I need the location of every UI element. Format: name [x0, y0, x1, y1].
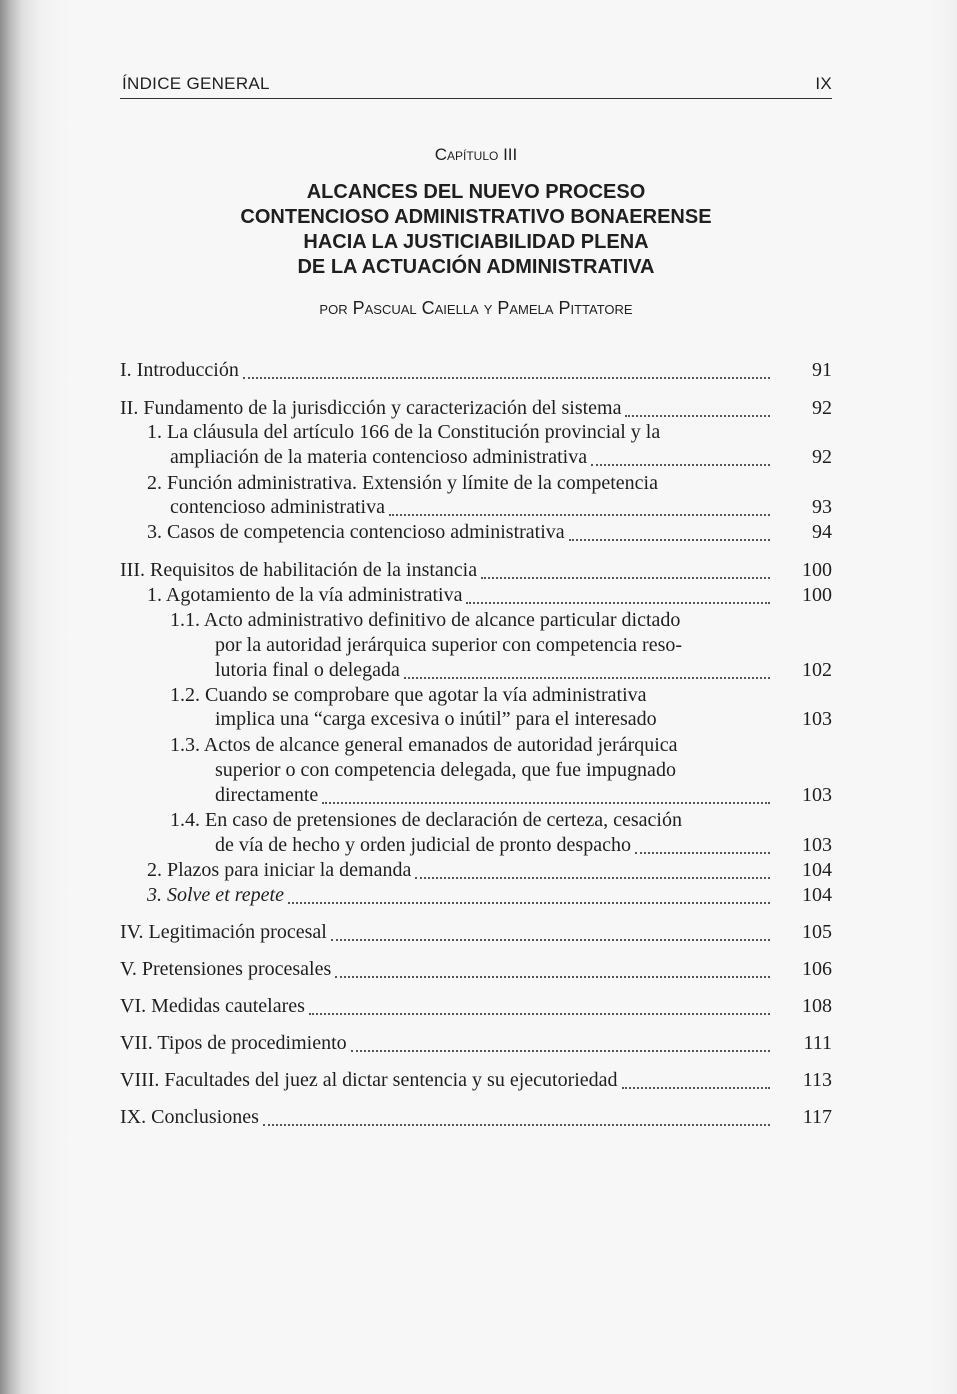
- leader-dots: [569, 539, 770, 541]
- toc-entry-title: de vía de hecho y orden judicial de pronto despacho: [215, 834, 631, 856]
- toc-entry-title: IV. Legitimación procesal: [120, 921, 327, 943]
- chapter-title-line: HACIA LA JUSTICIABILIDAD PLENA: [303, 231, 649, 253]
- toc-entry: [120, 958, 832, 984]
- leader-dots: [331, 939, 770, 941]
- toc-entry-page: 111: [803, 1032, 832, 1054]
- toc-entry-page: 117: [802, 1106, 832, 1128]
- toc-entry-page: 104: [802, 859, 832, 881]
- toc-entry-title: ampliación de la materia contencioso administrativa: [170, 446, 588, 468]
- toc-entry: [120, 496, 832, 522]
- leader-dots: [351, 1050, 770, 1052]
- toc-entry: [120, 921, 832, 947]
- toc-entry-title: 1.4. En caso de pretensiones de declaración de certeza, cesación: [170, 809, 682, 831]
- toc-entry-page: 92: [812, 397, 832, 419]
- toc-entry-page: 100: [802, 559, 832, 581]
- toc-entry-page: 94: [812, 521, 832, 543]
- toc-entry: [120, 1106, 832, 1132]
- toc-entry: [120, 584, 832, 610]
- toc-entry: [120, 708, 832, 734]
- leader-dots: [243, 377, 770, 379]
- leader-dots: [288, 902, 770, 904]
- toc-entry-title: VI. Medidas cautelares: [120, 995, 305, 1017]
- toc-entry: [120, 609, 832, 635]
- running-head-title: ÍNDICE GENERAL: [122, 74, 270, 93]
- toc-entry: [120, 734, 832, 760]
- leader-dots: [389, 514, 770, 516]
- leader-dots: [622, 1087, 770, 1089]
- leader-dots: [466, 602, 770, 604]
- toc-entry-title: II. Fundamento de la jurisdicción y caracterización del sistema: [120, 397, 622, 419]
- toc-entry-title: 1.2. Cuando se comprobare que agotar la vía administrativa: [170, 684, 647, 706]
- toc-entry: [120, 884, 832, 910]
- toc-entry: [120, 684, 832, 710]
- toc-entry-title: I. Introducción: [120, 359, 239, 381]
- leader-dots: [404, 677, 770, 679]
- toc-entry: [120, 634, 832, 660]
- leader-dots: [625, 415, 770, 417]
- toc-entry-page: 102: [802, 659, 832, 681]
- toc-entry-title: 2. Plazos para iniciar la demanda: [147, 859, 412, 881]
- toc-entry-page: 92: [812, 446, 832, 468]
- table-of-contents: [120, 0, 832, 1394]
- toc-entry: [120, 559, 832, 585]
- chapter-title-line: CONTENCIOSO ADMINISTRATIVO BONAERENSE: [240, 206, 712, 228]
- toc-entry: [120, 809, 832, 835]
- toc-entry: [120, 859, 832, 885]
- toc-entry-title: por la autoridad jerárquica superior con competencia reso-: [215, 634, 683, 656]
- leader-dots: [415, 877, 770, 879]
- toc-entry: [120, 397, 832, 423]
- toc-entry-title: 1.1. Acto administrativo definitivo de alcance particular dictado: [170, 609, 681, 631]
- toc-entry: [120, 834, 832, 860]
- toc-entry: [120, 521, 832, 547]
- toc-entry-title: directamente: [215, 784, 319, 806]
- toc-entry-page: 113: [802, 1069, 832, 1091]
- chapter-title-line: ALCANCES DEL NUEVO PROCESO: [306, 181, 646, 203]
- leader-dots: [635, 852, 770, 854]
- toc-entry: [120, 759, 832, 785]
- byline: por Pascual Caiella y Pamela Pittatore: [319, 298, 633, 318]
- toc-entry-page: 108: [802, 995, 832, 1017]
- leader-dots: [591, 464, 770, 466]
- toc-entry-page: 100: [802, 584, 832, 606]
- toc-entry-title: 1. La cláusula del artículo 166 de la Constitución provincial y la: [147, 421, 661, 443]
- toc-entry-page: 103: [802, 784, 832, 806]
- toc-entry: [120, 1032, 832, 1058]
- page-number: IX: [815, 74, 832, 93]
- toc-entry-page: 104: [802, 884, 832, 906]
- toc-entry: [120, 472, 832, 498]
- leader-dots: [309, 1013, 770, 1015]
- toc-entry-title: 1. Agotamiento de la vía administrativa: [147, 584, 463, 606]
- toc-entry-title: IX. Conclusiones: [120, 1106, 259, 1128]
- toc-entry: [120, 784, 832, 810]
- toc-entry: [120, 359, 832, 385]
- toc-entry-title: superior o con competencia delegada, que fue impugnado: [215, 759, 676, 781]
- toc-entry-page: 106: [802, 958, 832, 980]
- toc-entry-title: lutoria final o delegada: [215, 659, 400, 681]
- leader-dots: [322, 802, 770, 804]
- toc-entry-page: 105: [802, 921, 832, 943]
- toc-entry: [120, 446, 832, 472]
- leader-dots: [481, 577, 770, 579]
- toc-entry-title: V. Pretensiones procesales: [120, 958, 332, 980]
- toc-entry: [120, 1069, 832, 1095]
- toc-entry-title: VII. Tipos de procedimiento: [120, 1032, 347, 1054]
- toc-entry: [120, 421, 832, 447]
- chapter-title-line: DE LA ACTUACIÓN ADMINISTRATIVA: [297, 256, 655, 278]
- toc-entry-title: implica una “carga excesiva o inútil” para el interesado: [215, 708, 657, 730]
- toc-entry-page: 103: [802, 708, 832, 730]
- toc-entry: [120, 659, 832, 685]
- toc-entry-title: 3. Casos de competencia contencioso administrativa: [147, 521, 565, 543]
- toc-entry-page: 91: [812, 359, 832, 381]
- toc-entry-title: 2. Función administrativa. Extensión y límite de la competencia: [147, 472, 658, 494]
- toc-entry-title: VIII. Facultades del juez al dictar sentencia y su ejecutoriedad: [120, 1069, 618, 1091]
- toc-entry-title: III. Requisitos de habilitación de la instancia: [120, 559, 478, 581]
- toc-entry-page: 103: [802, 834, 832, 856]
- toc-entry-title: 3. Solve et repete: [147, 884, 284, 906]
- chapter-label: Capítulo III: [434, 145, 518, 164]
- toc-entry-title: 1.3. Actos de alcance general emanados de autoridad jerárquica: [170, 734, 678, 756]
- toc-entry-title: contencioso administrativa: [170, 496, 385, 518]
- leader-dots: [335, 976, 770, 978]
- leader-dots: [263, 1124, 770, 1126]
- toc-entry: [120, 995, 832, 1021]
- toc-entry-page: 93: [812, 496, 832, 518]
